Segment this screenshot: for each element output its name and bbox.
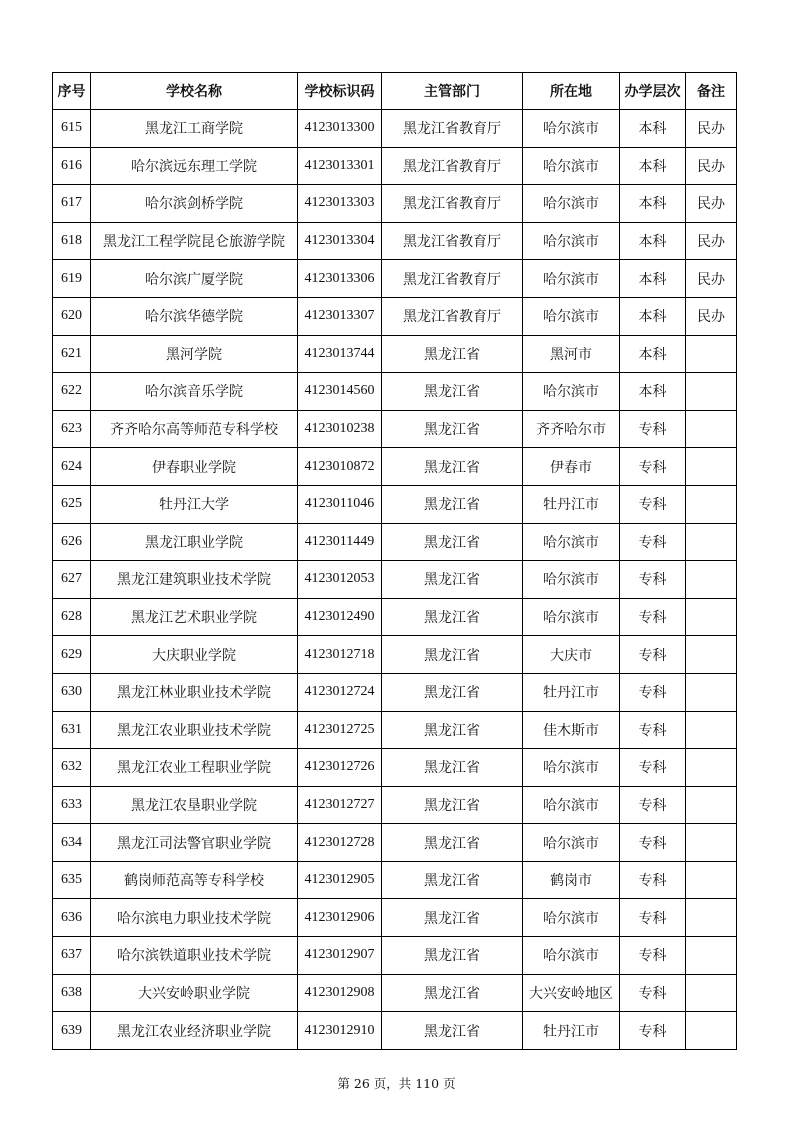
cell-school-code: 4123013307 [298, 297, 382, 335]
header-location: 所在地 [523, 73, 620, 110]
cell-location: 大兴安岭地区 [523, 974, 620, 1012]
cell-school-code: 4123012727 [298, 786, 382, 824]
cell-level: 专科 [620, 410, 686, 448]
cell-remarks: 民办 [686, 185, 737, 223]
cell-remarks: 民办 [686, 110, 737, 148]
cell-authority: 黑龙江省教育厅 [382, 260, 523, 298]
table-row [53, 786, 737, 824]
cell-remarks [686, 673, 737, 711]
cell-remarks [686, 861, 737, 899]
cell-authority: 黑龙江省 [382, 335, 523, 373]
cell-authority: 黑龙江省 [382, 448, 523, 486]
cell-authority: 黑龙江省 [382, 749, 523, 787]
cell-index: 616 [53, 147, 91, 185]
cell-authority: 黑龙江省 [382, 561, 523, 599]
table-row [53, 410, 737, 448]
table-row [53, 861, 737, 899]
cell-authority: 黑龙江省 [382, 373, 523, 411]
cell-school-code: 4123013306 [298, 260, 382, 298]
cell-index: 637 [53, 937, 91, 975]
cell-level: 本科 [620, 260, 686, 298]
cell-school-name: 大兴安岭职业学院 [91, 974, 298, 1012]
cell-location: 齐齐哈尔市 [523, 410, 620, 448]
cell-authority: 黑龙江省 [382, 485, 523, 523]
cell-index: 620 [53, 297, 91, 335]
cell-school-code: 4123012724 [298, 673, 382, 711]
header-school-name: 学校名称 [91, 73, 298, 110]
cell-remarks [686, 561, 737, 599]
cell-index: 622 [53, 373, 91, 411]
cell-remarks: 民办 [686, 147, 737, 185]
cell-authority: 黑龙江省 [382, 899, 523, 937]
cell-authority: 黑龙江省 [382, 937, 523, 975]
cell-school-code: 4123014560 [298, 373, 382, 411]
cell-level: 本科 [620, 222, 686, 260]
cell-school-code: 4123012908 [298, 974, 382, 1012]
cell-remarks [686, 448, 737, 486]
cell-location: 大庆市 [523, 636, 620, 674]
cell-school-code: 4123011449 [298, 523, 382, 561]
cell-school-name: 黑龙江工程学院昆仑旅游学院 [91, 222, 298, 260]
cell-level: 专科 [620, 561, 686, 599]
table-row [53, 222, 737, 260]
cell-authority: 黑龙江省教育厅 [382, 110, 523, 148]
cell-location: 哈尔滨市 [523, 824, 620, 862]
cell-location: 哈尔滨市 [523, 598, 620, 636]
cell-index: 631 [53, 711, 91, 749]
cell-index: 639 [53, 1012, 91, 1050]
cell-school-name: 黑河学院 [91, 335, 298, 373]
cell-authority: 黑龙江省教育厅 [382, 147, 523, 185]
table-row [53, 974, 737, 1012]
cell-authority: 黑龙江省 [382, 786, 523, 824]
cell-school-name: 哈尔滨广厦学院 [91, 260, 298, 298]
cell-school-code: 4123013304 [298, 222, 382, 260]
cell-level: 专科 [620, 974, 686, 1012]
cell-index: 632 [53, 749, 91, 787]
cell-location: 鹤岗市 [523, 861, 620, 899]
cell-index: 633 [53, 786, 91, 824]
table-row [53, 673, 737, 711]
cell-school-code: 4123010872 [298, 448, 382, 486]
header-level: 办学层次 [620, 73, 686, 110]
cell-school-code: 4123011046 [298, 485, 382, 523]
cell-school-name: 大庆职业学院 [91, 636, 298, 674]
cell-location: 哈尔滨市 [523, 373, 620, 411]
cell-school-name: 黑龙江工商学院 [91, 110, 298, 148]
cell-remarks [686, 636, 737, 674]
table-row [53, 335, 737, 373]
cell-authority: 黑龙江省 [382, 861, 523, 899]
cell-remarks [686, 335, 737, 373]
cell-school-code: 4123013300 [298, 110, 382, 148]
cell-school-name: 齐齐哈尔高等师范专科学校 [91, 410, 298, 448]
cell-remarks: 民办 [686, 222, 737, 260]
cell-level: 专科 [620, 485, 686, 523]
cell-school-name: 黑龙江职业学院 [91, 523, 298, 561]
cell-school-code: 4123012053 [298, 561, 382, 599]
cell-level: 本科 [620, 185, 686, 223]
cell-school-name: 鹤岗师范高等专科学校 [91, 861, 298, 899]
cell-authority: 黑龙江省教育厅 [382, 297, 523, 335]
cell-location: 哈尔滨市 [523, 222, 620, 260]
cell-index: 623 [53, 410, 91, 448]
cell-index: 626 [53, 523, 91, 561]
cell-index: 628 [53, 598, 91, 636]
cell-location: 哈尔滨市 [523, 899, 620, 937]
cell-authority: 黑龙江省 [382, 410, 523, 448]
cell-index: 618 [53, 222, 91, 260]
table-row [53, 598, 737, 636]
table-row [53, 110, 737, 148]
cell-location: 哈尔滨市 [523, 561, 620, 599]
cell-level: 专科 [620, 448, 686, 486]
cell-authority: 黑龙江省教育厅 [382, 185, 523, 223]
cell-school-code: 4123013301 [298, 147, 382, 185]
cell-authority: 黑龙江省 [382, 1012, 523, 1050]
cell-location: 哈尔滨市 [523, 297, 620, 335]
cell-school-name: 黑龙江农业职业技术学院 [91, 711, 298, 749]
cell-level: 本科 [620, 335, 686, 373]
cell-location: 哈尔滨市 [523, 937, 620, 975]
cell-location: 哈尔滨市 [523, 523, 620, 561]
cell-remarks [686, 899, 737, 937]
cell-school-code: 4123012718 [298, 636, 382, 674]
cell-school-name: 黑龙江艺术职业学院 [91, 598, 298, 636]
cell-school-code: 4123012490 [298, 598, 382, 636]
header-index: 序号 [53, 73, 91, 110]
cell-index: 625 [53, 485, 91, 523]
cell-school-code: 4123012905 [298, 861, 382, 899]
cell-school-name: 黑龙江林业职业技术学院 [91, 673, 298, 711]
cell-school-name: 哈尔滨电力职业技术学院 [91, 899, 298, 937]
cell-level: 专科 [620, 673, 686, 711]
cell-level: 专科 [620, 937, 686, 975]
table-row [53, 260, 737, 298]
cell-school-code: 4123012906 [298, 899, 382, 937]
cell-level: 专科 [620, 1012, 686, 1050]
table-row [53, 824, 737, 862]
cell-level: 本科 [620, 297, 686, 335]
cell-remarks [686, 598, 737, 636]
cell-index: 627 [53, 561, 91, 599]
cell-remarks: 民办 [686, 260, 737, 298]
cell-location: 黑河市 [523, 335, 620, 373]
cell-remarks [686, 373, 737, 411]
table-row [53, 711, 737, 749]
cell-location: 哈尔滨市 [523, 185, 620, 223]
cell-remarks [686, 711, 737, 749]
cell-school-name: 牡丹江大学 [91, 485, 298, 523]
cell-location: 哈尔滨市 [523, 147, 620, 185]
cell-remarks [686, 824, 737, 862]
cell-level: 本科 [620, 110, 686, 148]
cell-remarks [686, 749, 737, 787]
cell-school-name: 黑龙江农业经济职业学院 [91, 1012, 298, 1050]
cell-authority: 黑龙江省 [382, 974, 523, 1012]
table-row [53, 749, 737, 787]
cell-remarks [686, 974, 737, 1012]
table-row [53, 899, 737, 937]
cell-location: 伊春市 [523, 448, 620, 486]
cell-authority: 黑龙江省 [382, 824, 523, 862]
cell-remarks [686, 937, 737, 975]
cell-index: 630 [53, 673, 91, 711]
cell-location: 哈尔滨市 [523, 749, 620, 787]
cell-school-code: 4123013744 [298, 335, 382, 373]
cell-index: 638 [53, 974, 91, 1012]
cell-level: 专科 [620, 749, 686, 787]
cell-school-name: 黑龙江农业工程职业学院 [91, 749, 298, 787]
cell-location: 哈尔滨市 [523, 110, 620, 148]
cell-school-code: 4123012726 [298, 749, 382, 787]
cell-level: 本科 [620, 373, 686, 411]
cell-index: 621 [53, 335, 91, 373]
header-remarks: 备注 [686, 73, 737, 110]
cell-location: 牡丹江市 [523, 1012, 620, 1050]
table-row [53, 448, 737, 486]
cell-school-code: 4123012910 [298, 1012, 382, 1050]
cell-index: 615 [53, 110, 91, 148]
cell-school-name: 黑龙江农垦职业学院 [91, 786, 298, 824]
cell-location: 牡丹江市 [523, 485, 620, 523]
cell-location: 哈尔滨市 [523, 260, 620, 298]
cell-index: 624 [53, 448, 91, 486]
cell-index: 617 [53, 185, 91, 223]
cell-remarks [686, 410, 737, 448]
cell-authority: 黑龙江省 [382, 711, 523, 749]
cell-level: 专科 [620, 598, 686, 636]
cell-remarks [686, 1012, 737, 1050]
table-row [53, 373, 737, 411]
cell-school-name: 伊春职业学院 [91, 448, 298, 486]
cell-level: 专科 [620, 786, 686, 824]
table-row [53, 937, 737, 975]
cell-index: 634 [53, 824, 91, 862]
cell-school-name: 黑龙江司法警官职业学院 [91, 824, 298, 862]
cell-remarks: 民办 [686, 297, 737, 335]
cell-authority: 黑龙江省 [382, 598, 523, 636]
header-school-code: 学校标识码 [298, 73, 382, 110]
cell-index: 629 [53, 636, 91, 674]
cell-index: 636 [53, 899, 91, 937]
cell-index: 619 [53, 260, 91, 298]
table-row [53, 297, 737, 335]
cell-level: 专科 [620, 636, 686, 674]
cell-level: 专科 [620, 899, 686, 937]
table-row [53, 561, 737, 599]
cell-school-name: 哈尔滨铁道职业技术学院 [91, 937, 298, 975]
cell-school-name: 哈尔滨音乐学院 [91, 373, 298, 411]
cell-remarks [686, 523, 737, 561]
cell-school-code: 4123012725 [298, 711, 382, 749]
table-row [53, 523, 737, 561]
cell-school-name: 哈尔滨华德学院 [91, 297, 298, 335]
cell-remarks [686, 786, 737, 824]
cell-level: 专科 [620, 824, 686, 862]
table-row [53, 147, 737, 185]
table-row [53, 1012, 737, 1050]
school-list-table [52, 72, 737, 1050]
header-authority: 主管部门 [382, 73, 523, 110]
cell-location: 牡丹江市 [523, 673, 620, 711]
cell-school-code: 4123010238 [298, 410, 382, 448]
cell-school-name: 哈尔滨剑桥学院 [91, 185, 298, 223]
cell-level: 专科 [620, 861, 686, 899]
table-header-row [53, 73, 737, 110]
cell-level: 专科 [620, 523, 686, 561]
cell-school-code: 4123012728 [298, 824, 382, 862]
cell-level: 专科 [620, 711, 686, 749]
cell-location: 佳木斯市 [523, 711, 620, 749]
cell-authority: 黑龙江省教育厅 [382, 222, 523, 260]
table-row [53, 185, 737, 223]
cell-index: 635 [53, 861, 91, 899]
cell-school-code: 4123013303 [298, 185, 382, 223]
cell-location: 哈尔滨市 [523, 786, 620, 824]
cell-remarks [686, 485, 737, 523]
cell-school-code: 4123012907 [298, 937, 382, 975]
table-row [53, 636, 737, 674]
page-footer: 第 26 页，共 110 页 [337, 1076, 456, 1091]
cell-level: 本科 [620, 147, 686, 185]
table-row [53, 485, 737, 523]
cell-authority: 黑龙江省 [382, 673, 523, 711]
cell-authority: 黑龙江省 [382, 636, 523, 674]
cell-authority: 黑龙江省 [382, 523, 523, 561]
cell-school-name: 哈尔滨远东理工学院 [91, 147, 298, 185]
cell-school-name: 黑龙江建筑职业技术学院 [91, 561, 298, 599]
